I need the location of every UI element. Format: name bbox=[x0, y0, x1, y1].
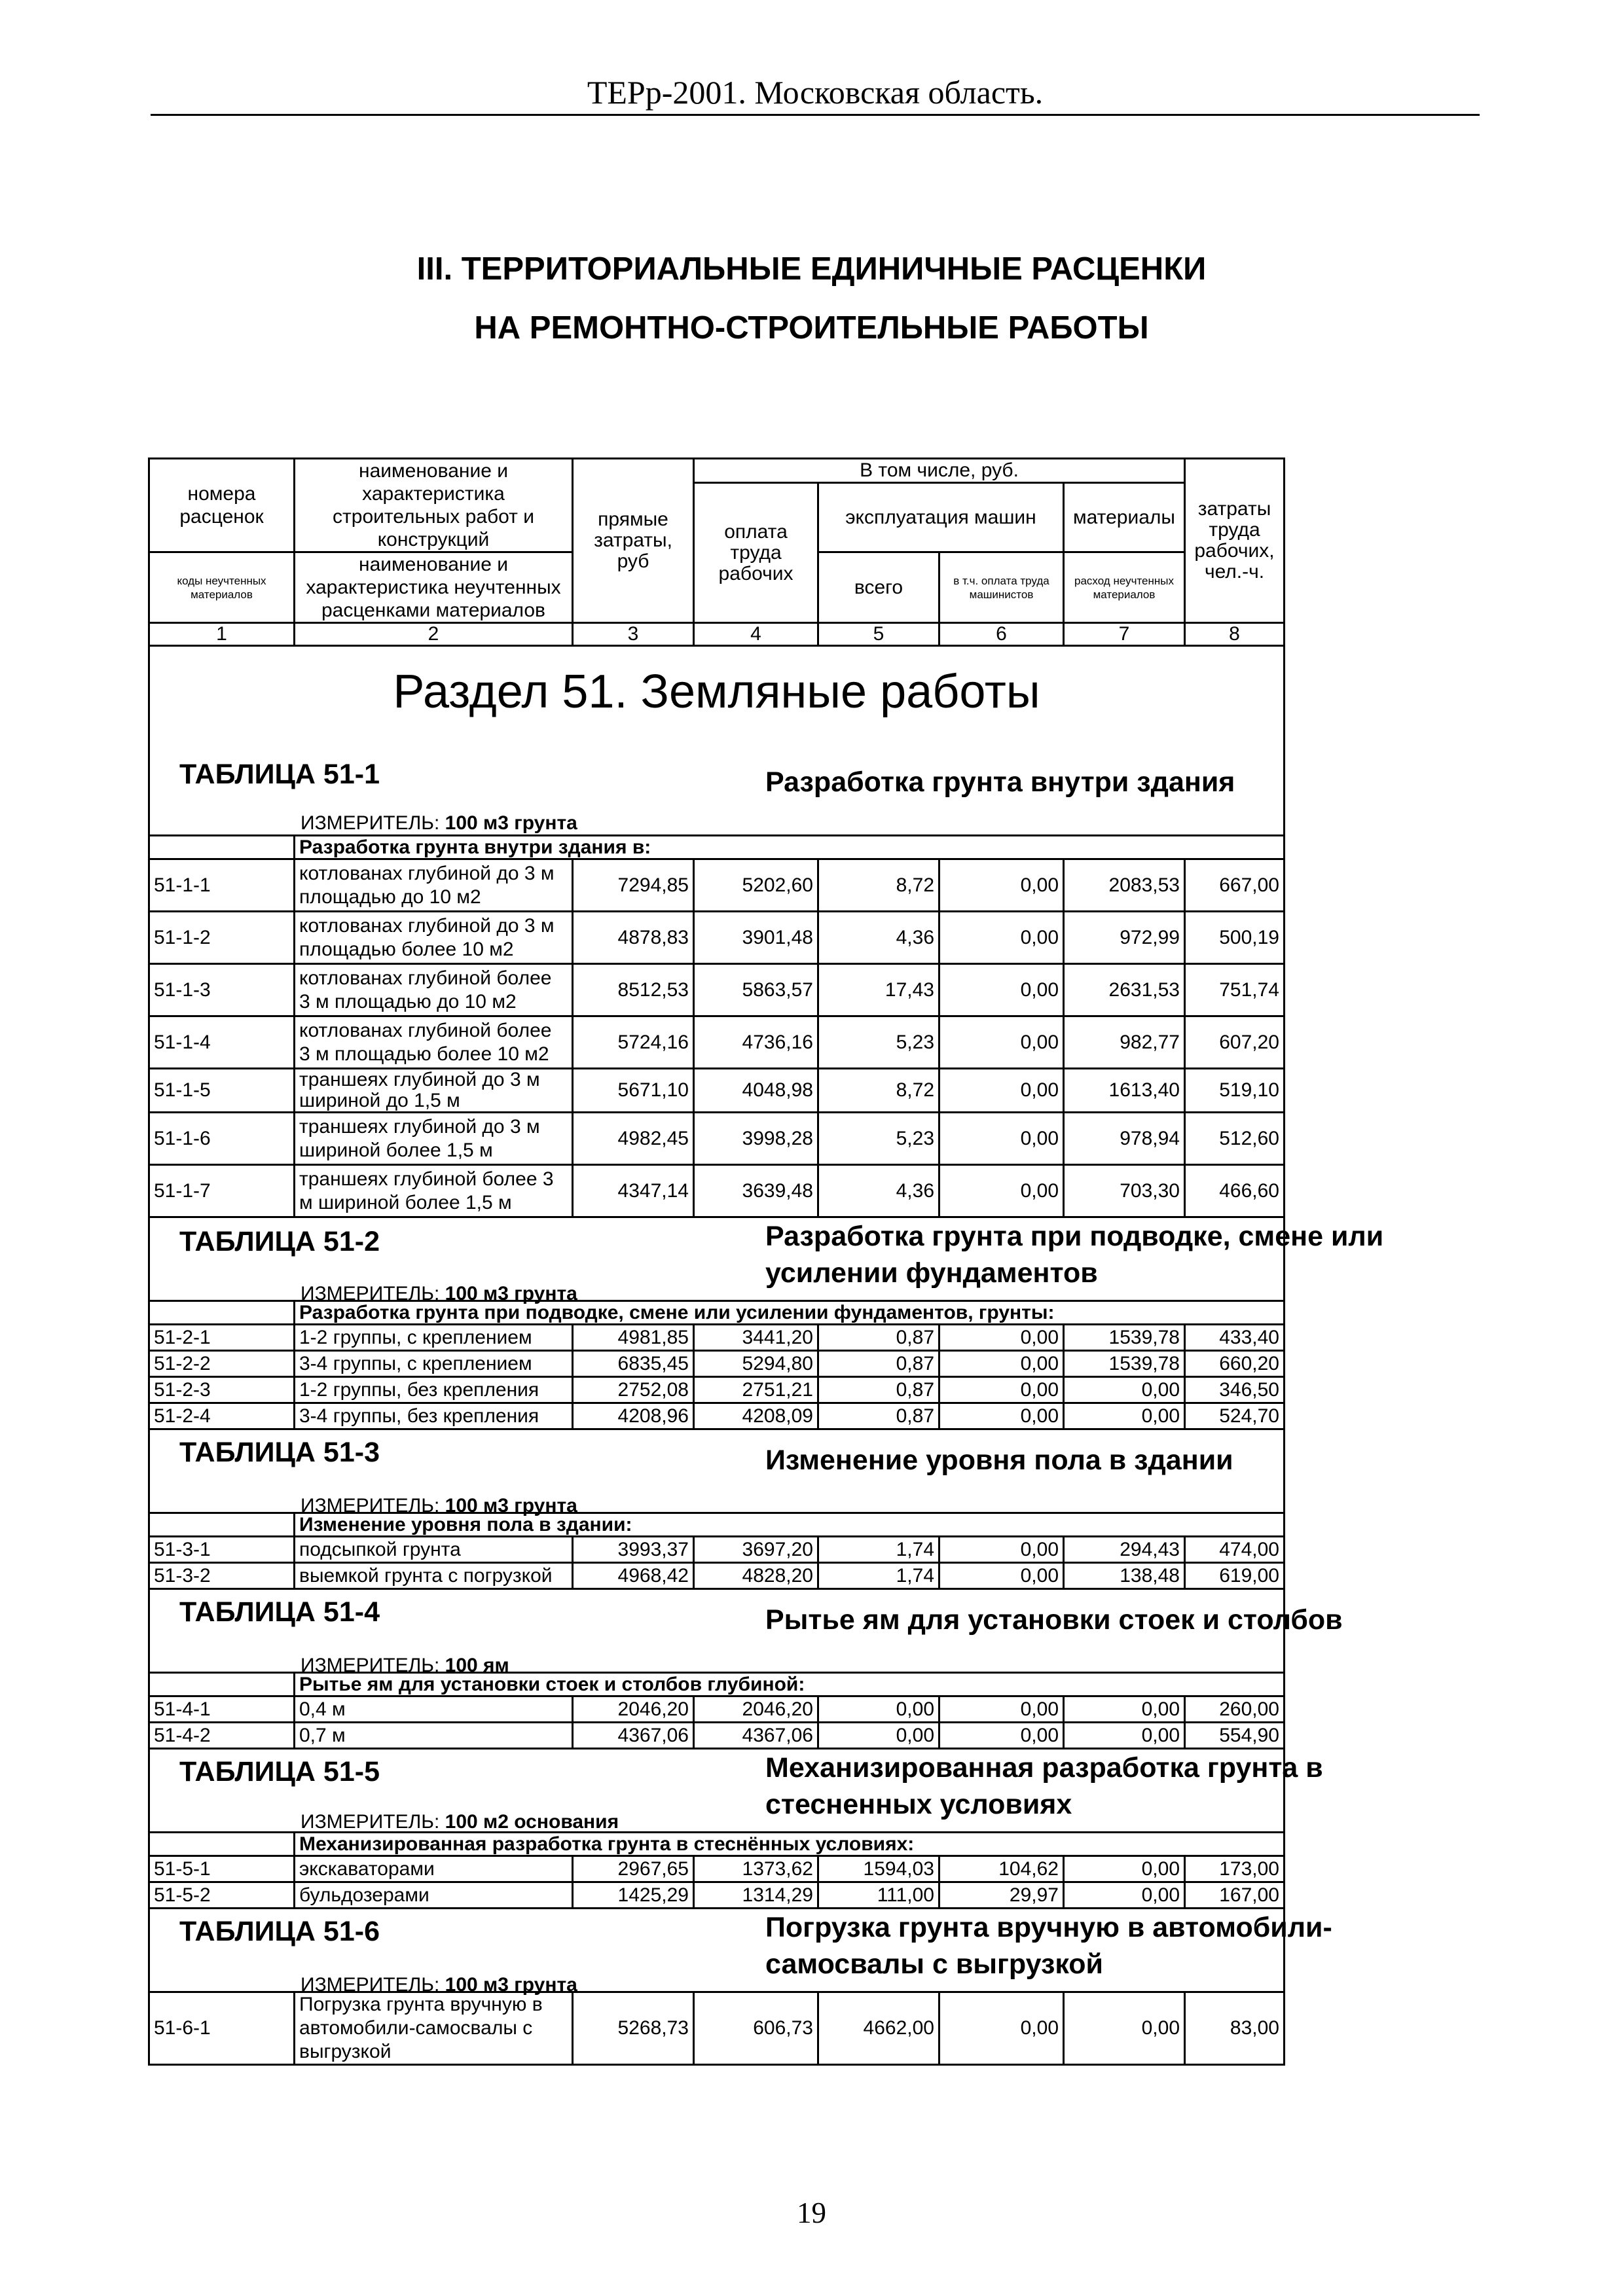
value-operators: 0,00 bbox=[939, 1016, 1064, 1069]
work-description: траншеях глубиной более 3 м шириной более 1,5 м bbox=[295, 1165, 573, 1217]
header-col8: затраты труда рабочих, чел.-ч. bbox=[1185, 459, 1285, 623]
value-materials: 1539,78 bbox=[1064, 1351, 1185, 1377]
table-row bbox=[149, 1165, 1285, 1217]
value-labor: 4736,16 bbox=[694, 1016, 818, 1069]
value-operators: 0,00 bbox=[939, 912, 1064, 964]
header-col7-top: материалы bbox=[1064, 483, 1185, 552]
value-direct: 4878,83 bbox=[573, 912, 694, 964]
work-description: 1-2 группы, без крепления bbox=[295, 1377, 573, 1403]
table-row bbox=[149, 1696, 1285, 1723]
rate-code: 51-5-2 bbox=[149, 1882, 295, 1909]
value-direct: 3993,37 bbox=[573, 1537, 694, 1563]
rate-code: 51-1-4 bbox=[149, 1016, 295, 1069]
value-hours: 512,60 bbox=[1185, 1113, 1285, 1165]
value-hours: 751,74 bbox=[1185, 964, 1285, 1016]
rate-code: 51-2-3 bbox=[149, 1377, 295, 1403]
table-subheading: Разработка грунта внутри здания в: bbox=[295, 836, 1285, 859]
column-number-row bbox=[149, 623, 1285, 646]
table-title-row bbox=[149, 731, 1285, 836]
rate-code: 51-2-4 bbox=[149, 1403, 295, 1429]
table-meter bbox=[301, 813, 577, 834]
value-materials: 703,30 bbox=[1064, 1165, 1185, 1217]
table-row bbox=[149, 1563, 1285, 1589]
value-materials: 0,00 bbox=[1064, 1723, 1185, 1749]
meter-value: 100 ям bbox=[445, 1655, 509, 1676]
value-machines: 5,23 bbox=[818, 1113, 939, 1165]
table-row bbox=[149, 1325, 1285, 1351]
value-operators: 0,00 bbox=[939, 964, 1064, 1016]
value-operators: 0,00 bbox=[939, 1165, 1064, 1217]
value-machines: 8,72 bbox=[818, 1069, 939, 1113]
table-label: ТАБЛИЦА 51-2 bbox=[179, 1226, 380, 1257]
rate-code: 51-6-1 bbox=[149, 1992, 295, 2065]
value-labor: 606,73 bbox=[694, 1992, 818, 2065]
rate-code: 51-1-3 bbox=[149, 964, 295, 1016]
table-name: Механизированная разработка грунта в стесненных условиях bbox=[765, 1752, 1323, 1820]
value-hours: 524,70 bbox=[1185, 1403, 1285, 1429]
value-materials: 1539,78 bbox=[1064, 1325, 1185, 1351]
value-materials: 972,99 bbox=[1064, 912, 1185, 964]
work-description: 0,4 м bbox=[295, 1696, 573, 1723]
value-machines: 4662,00 bbox=[818, 1992, 939, 2065]
value-direct: 8512,53 bbox=[573, 964, 694, 1016]
table-row bbox=[149, 1537, 1285, 1563]
header-row-1 bbox=[149, 459, 1285, 483]
table-subheading: Разработка грунта при подводке, смене или усилении фундаментов, грунты: bbox=[295, 1301, 1285, 1325]
value-operators: 0,00 bbox=[939, 1325, 1064, 1351]
blank-cell bbox=[149, 836, 295, 859]
value-materials: 294,43 bbox=[1064, 1537, 1185, 1563]
header-col7-bottom: расход неучтенных материалов bbox=[1064, 552, 1185, 623]
value-hours: 660,20 bbox=[1185, 1351, 1285, 1377]
table-subheading: Изменение уровня пола в здании: bbox=[295, 1513, 1285, 1537]
page-number: 19 bbox=[797, 2197, 826, 2229]
value-operators: 0,00 bbox=[939, 1537, 1064, 1563]
rate-code: 51-5-1 bbox=[149, 1856, 295, 1882]
value-machines: 0,87 bbox=[818, 1325, 939, 1351]
value-hours: 83,00 bbox=[1185, 1992, 1285, 2065]
table-subheading-row bbox=[149, 836, 1285, 859]
work-description: экскаваторами bbox=[295, 1856, 573, 1882]
meter-value: 100 м3 грунта bbox=[445, 1974, 577, 1996]
value-materials: 0,00 bbox=[1064, 1696, 1185, 1723]
table-label: ТАБЛИЦА 51-3 bbox=[179, 1437, 380, 1468]
value-operators: 0,00 bbox=[939, 1403, 1064, 1429]
value-direct: 6835,45 bbox=[573, 1351, 694, 1377]
rate-code: 51-2-2 bbox=[149, 1351, 295, 1377]
header-col4: оплата труда рабочих bbox=[694, 483, 818, 623]
value-machines: 4,36 bbox=[818, 912, 939, 964]
value-machines: 1,74 bbox=[818, 1537, 939, 1563]
value-operators: 0,00 bbox=[939, 1351, 1064, 1377]
value-operators: 104,62 bbox=[939, 1856, 1064, 1882]
table-row bbox=[149, 1016, 1285, 1069]
value-direct: 4347,14 bbox=[573, 1165, 694, 1217]
value-labor: 4048,98 bbox=[694, 1069, 818, 1113]
table-row bbox=[149, 1069, 1285, 1113]
value-operators: 0,00 bbox=[939, 1723, 1064, 1749]
value-machines: 1,74 bbox=[818, 1563, 939, 1589]
value-labor: 3697,20 bbox=[694, 1537, 818, 1563]
value-operators: 0,00 bbox=[939, 1113, 1064, 1165]
value-direct: 2752,08 bbox=[573, 1377, 694, 1403]
value-machines: 0,00 bbox=[818, 1723, 939, 1749]
meter-value: 100 м3 грунта bbox=[445, 1495, 577, 1516]
table-label: ТАБЛИЦА 51-4 bbox=[179, 1596, 380, 1628]
rate-code: 51-1-7 bbox=[149, 1165, 295, 1217]
value-materials: 0,00 bbox=[1064, 1882, 1185, 1909]
value-operators: 0,00 bbox=[939, 859, 1064, 912]
col-number: 1 bbox=[149, 623, 295, 646]
work-description: котлованах глубиной до 3 м площадью до 10 м2 bbox=[295, 859, 573, 912]
value-direct: 2046,20 bbox=[573, 1696, 694, 1723]
table-row bbox=[149, 1351, 1285, 1377]
value-direct: 5268,73 bbox=[573, 1992, 694, 2065]
meter-value: 100 м3 грунта bbox=[445, 1283, 577, 1304]
value-direct: 1425,29 bbox=[573, 1882, 694, 1909]
value-operators: 0,00 bbox=[939, 1992, 1064, 2065]
table-name: Изменение уровня пола в здании bbox=[765, 1444, 1233, 1476]
table-name: Рытье ям для установки стоек и столбов bbox=[765, 1604, 1343, 1636]
meter-value: 100 м2 основания bbox=[445, 1811, 619, 1833]
col-number: 5 bbox=[818, 623, 939, 646]
value-machines: 5,23 bbox=[818, 1016, 939, 1069]
rate-code: 51-1-6 bbox=[149, 1113, 295, 1165]
table-row bbox=[149, 1723, 1285, 1749]
value-direct: 4367,06 bbox=[573, 1723, 694, 1749]
table-title-row bbox=[149, 1909, 1285, 1992]
table-row bbox=[149, 859, 1285, 912]
work-description: траншеях глубиной до 3 м шириной более 1,5 м bbox=[295, 1113, 573, 1165]
col-number: 3 bbox=[573, 623, 694, 646]
value-materials: 0,00 bbox=[1064, 1856, 1185, 1882]
value-labor: 4367,06 bbox=[694, 1723, 818, 1749]
blank-cell bbox=[149, 1833, 295, 1856]
table-row bbox=[149, 1992, 1285, 2065]
table-row bbox=[149, 1113, 1285, 1165]
value-hours: 173,00 bbox=[1185, 1856, 1285, 1882]
value-labor: 3998,28 bbox=[694, 1113, 818, 1165]
value-machines: 4,36 bbox=[818, 1165, 939, 1217]
section-title: Раздел 51. Земляные работы bbox=[393, 666, 1040, 718]
value-hours: 167,00 bbox=[1185, 1882, 1285, 1909]
table-label: ТАБЛИЦА 51-5 bbox=[179, 1756, 380, 1787]
meter-prefix: ИЗМЕРИТЕЛЬ: bbox=[301, 1655, 440, 1676]
header-col1-bottom: коды неучтенных материалов bbox=[149, 552, 295, 623]
blank-cell bbox=[149, 1513, 295, 1537]
table-row bbox=[149, 964, 1285, 1016]
value-direct: 4208,96 bbox=[573, 1403, 694, 1429]
table-row bbox=[149, 912, 1285, 964]
value-labor: 4208,09 bbox=[694, 1403, 818, 1429]
value-direct: 5671,10 bbox=[573, 1069, 694, 1113]
work-description: траншеях глубиной до 3 м шириной до 1,5 м bbox=[295, 1069, 573, 1113]
value-materials: 982,77 bbox=[1064, 1016, 1185, 1069]
value-labor: 3639,48 bbox=[694, 1165, 818, 1217]
value-hours: 607,20 bbox=[1185, 1016, 1285, 1069]
meter-prefix: ИЗМЕРИТЕЛЬ: bbox=[301, 812, 440, 834]
col-number: 4 bbox=[694, 623, 818, 646]
table-subheading: Рытье ям для установки стоек и столбов глубиной: bbox=[295, 1673, 1285, 1696]
table-meter bbox=[301, 1496, 577, 1516]
value-materials: 978,94 bbox=[1064, 1113, 1185, 1165]
value-labor: 3441,20 bbox=[694, 1325, 818, 1351]
rate-code: 51-4-2 bbox=[149, 1723, 295, 1749]
table-label: ТАБЛИЦА 51-1 bbox=[179, 758, 380, 790]
table-meter bbox=[301, 1655, 509, 1676]
value-labor: 5863,57 bbox=[694, 964, 818, 1016]
table-title-row bbox=[149, 1749, 1285, 1833]
meter-prefix: ИЗМЕРИТЕЛЬ: bbox=[301, 1974, 440, 1996]
value-direct: 2967,65 bbox=[573, 1856, 694, 1882]
work-description: 0,7 м bbox=[295, 1723, 573, 1749]
value-labor: 3901,48 bbox=[694, 912, 818, 964]
table-meter bbox=[301, 1812, 619, 1833]
value-hours: 554,90 bbox=[1185, 1723, 1285, 1749]
rate-code: 51-3-2 bbox=[149, 1563, 295, 1589]
meter-prefix: ИЗМЕРИТЕЛЬ: bbox=[301, 1811, 440, 1833]
value-hours: 474,00 bbox=[1185, 1537, 1285, 1563]
table-title-row bbox=[149, 1589, 1285, 1673]
table-subheading-row bbox=[149, 1833, 1285, 1856]
rates-table bbox=[148, 457, 1384, 2066]
value-labor: 4828,20 bbox=[694, 1563, 818, 1589]
value-labor: 1373,62 bbox=[694, 1856, 818, 1882]
value-machines: 0,87 bbox=[818, 1377, 939, 1403]
value-direct: 4981,85 bbox=[573, 1325, 694, 1351]
table-name: Разработка грунта внутри здания bbox=[765, 766, 1235, 798]
work-description: 1-2 группы, с креплением bbox=[295, 1325, 573, 1351]
value-operators: 0,00 bbox=[939, 1696, 1064, 1723]
value-machines: 111,00 bbox=[818, 1882, 939, 1909]
main-title-line-2: НА РЕМОНТНО-СТРОИТЕЛЬНЫЕ РАБОТЫ bbox=[474, 310, 1149, 346]
work-description: 3-4 группы, без крепления bbox=[295, 1403, 573, 1429]
work-description: котлованах глубиной более 3 м площадью более 10 м2 bbox=[295, 1016, 573, 1069]
running-head: ТЕРр-2001. Московская область. bbox=[151, 71, 1480, 116]
table-title-row bbox=[149, 1217, 1285, 1301]
value-operators: 0,00 bbox=[939, 1563, 1064, 1589]
table-row bbox=[149, 1856, 1285, 1882]
value-hours: 433,40 bbox=[1185, 1325, 1285, 1351]
work-description: котлованах глубиной до 3 м площадью более 10 м2 bbox=[295, 912, 573, 964]
value-materials: 2083,53 bbox=[1064, 859, 1185, 912]
value-operators: 0,00 bbox=[939, 1069, 1064, 1113]
meter-prefix: ИЗМЕРИТЕЛЬ: bbox=[301, 1495, 440, 1516]
value-machines: 1594,03 bbox=[818, 1856, 939, 1882]
value-materials: 0,00 bbox=[1064, 1992, 1185, 2065]
table-meter bbox=[301, 1283, 577, 1304]
value-hours: 346,50 bbox=[1185, 1377, 1285, 1403]
value-direct: 7294,85 bbox=[573, 859, 694, 912]
value-machines: 0,87 bbox=[818, 1351, 939, 1377]
col-number: 7 bbox=[1064, 623, 1185, 646]
rate-code: 51-2-1 bbox=[149, 1325, 295, 1351]
header-col1-top: номера расценок bbox=[149, 459, 295, 552]
table-row bbox=[149, 1377, 1285, 1403]
value-materials: 1613,40 bbox=[1064, 1069, 1185, 1113]
col-number: 2 bbox=[295, 623, 573, 646]
col-number: 6 bbox=[939, 623, 1064, 646]
table-title-row bbox=[149, 1429, 1285, 1513]
blank-cell bbox=[149, 1673, 295, 1696]
table-name: Разработка грунта при подводке, смене или усилении фундаментов bbox=[765, 1221, 1384, 1289]
value-labor: 5294,80 bbox=[694, 1351, 818, 1377]
value-operators: 29,97 bbox=[939, 1882, 1064, 1909]
value-labor: 2751,21 bbox=[694, 1377, 818, 1403]
value-direct: 4982,45 bbox=[573, 1113, 694, 1165]
value-hours: 619,00 bbox=[1185, 1563, 1285, 1589]
value-direct: 4968,42 bbox=[573, 1563, 694, 1589]
table-row bbox=[149, 1882, 1285, 1909]
value-machines: 0,87 bbox=[818, 1403, 939, 1429]
table-label: ТАБЛИЦА 51-6 bbox=[179, 1916, 380, 1947]
section-title-row bbox=[149, 646, 1285, 731]
value-machines: 17,43 bbox=[818, 964, 939, 1016]
value-hours: 260,00 bbox=[1185, 1696, 1285, 1723]
rate-code: 51-1-5 bbox=[149, 1069, 295, 1113]
value-materials: 0,00 bbox=[1064, 1403, 1185, 1429]
work-description: Погрузка грунта вручную в автомобили-самосвалы с выгрузкой bbox=[295, 1992, 573, 2065]
value-labor: 5202,60 bbox=[694, 859, 818, 912]
value-materials: 138,48 bbox=[1064, 1563, 1185, 1589]
value-labor: 1314,29 bbox=[694, 1882, 818, 1909]
header-machines: эксплуатация машин bbox=[818, 483, 1064, 552]
main-title-line-1: III. ТЕРРИТОРИАЛЬНЫЕ ЕДИНИЧНЫЕ РАСЦЕНКИ bbox=[416, 251, 1207, 287]
work-description: подсыпкой грунта bbox=[295, 1537, 573, 1563]
header-col3: прямые затраты, руб bbox=[573, 459, 694, 623]
rate-code: 51-1-1 bbox=[149, 859, 295, 912]
value-hours: 519,10 bbox=[1185, 1069, 1285, 1113]
rate-code: 51-1-2 bbox=[149, 912, 295, 964]
header-col6: в т.ч. оплата труда машинистов bbox=[939, 552, 1064, 623]
work-description: выемкой грунта с погрузкой bbox=[295, 1563, 573, 1589]
value-hours: 667,00 bbox=[1185, 859, 1285, 912]
table-meter bbox=[301, 1975, 577, 1996]
meter-value: 100 м3 грунта bbox=[445, 812, 577, 834]
value-materials: 2631,53 bbox=[1064, 964, 1185, 1016]
header-in-that: В том числе, руб. bbox=[694, 459, 1185, 483]
table-name: Погрузка грунта вручную в автомобили-самосвалы с выгрузкой bbox=[765, 1912, 1332, 1980]
value-operators: 0,00 bbox=[939, 1377, 1064, 1403]
work-description: бульдозерами bbox=[295, 1882, 573, 1909]
table-row bbox=[149, 1403, 1285, 1429]
rate-code: 51-4-1 bbox=[149, 1696, 295, 1723]
meter-prefix: ИЗМЕРИТЕЛЬ: bbox=[301, 1283, 440, 1304]
work-description: котлованах глубиной более 3 м площадью до 10 м2 bbox=[295, 964, 573, 1016]
header-col5: всего bbox=[818, 552, 939, 623]
value-hours: 500,19 bbox=[1185, 912, 1285, 964]
col-number: 8 bbox=[1185, 623, 1285, 646]
header-col2-top: наименование и характеристика строительных работ и конструкций bbox=[295, 459, 573, 552]
value-labor: 2046,20 bbox=[694, 1696, 818, 1723]
rate-code: 51-3-1 bbox=[149, 1537, 295, 1563]
table-subheading: Механизированная разработка грунта в стеснённых условиях: bbox=[295, 1833, 1285, 1856]
value-machines: 0,00 bbox=[818, 1696, 939, 1723]
value-hours: 466,60 bbox=[1185, 1165, 1285, 1217]
value-machines: 8,72 bbox=[818, 859, 939, 912]
blank-cell bbox=[149, 1301, 295, 1325]
value-materials: 0,00 bbox=[1064, 1377, 1185, 1403]
work-description: 3-4 группы, с креплением bbox=[295, 1351, 573, 1377]
value-direct: 5724,16 bbox=[573, 1016, 694, 1069]
header-col2-bottom: наименование и характеристика неучтенных расценками материалов bbox=[295, 552, 573, 623]
